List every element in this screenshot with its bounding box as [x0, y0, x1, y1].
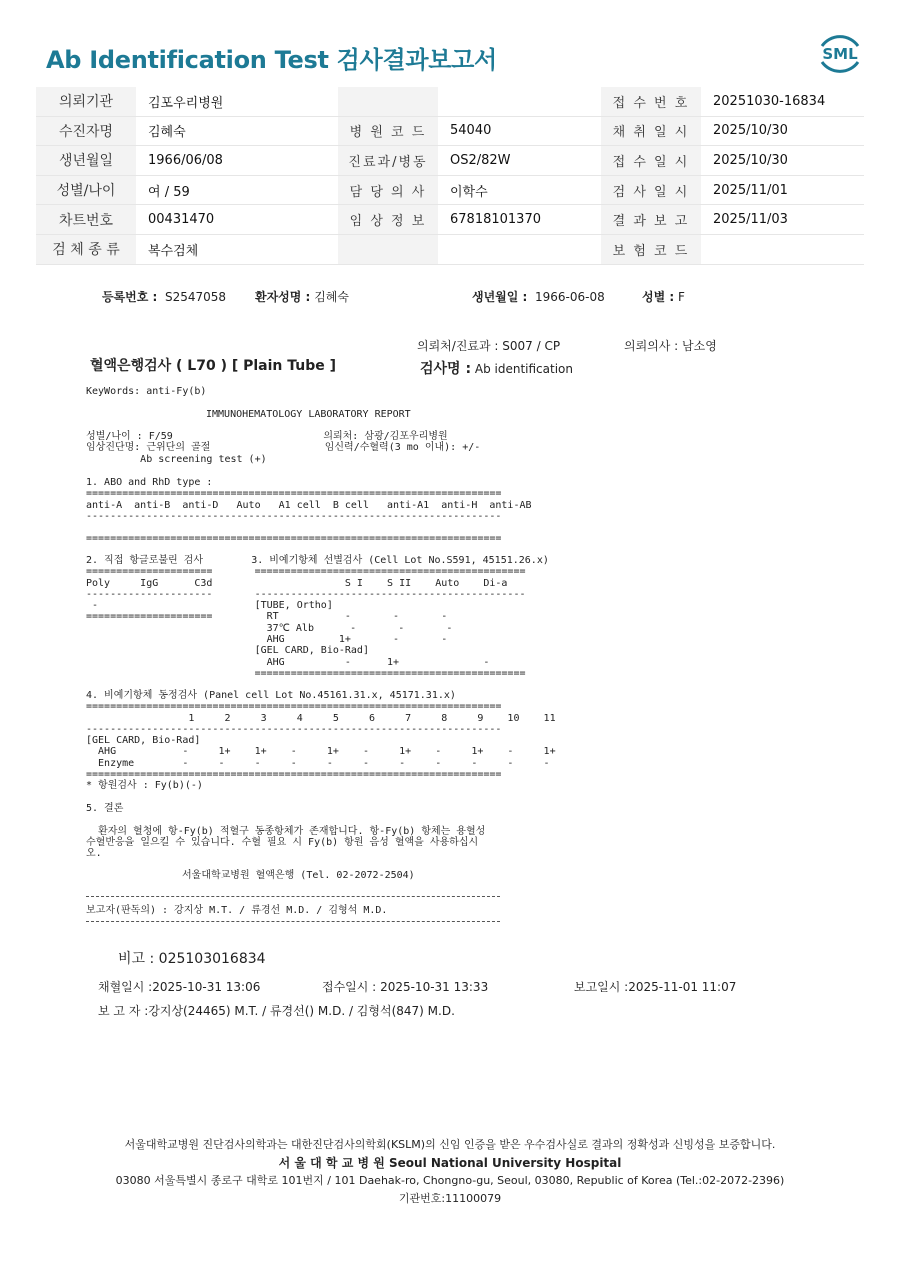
info-label: 생년월일	[36, 146, 136, 176]
info-label: 병 원 코 드	[338, 116, 438, 146]
hospital-name: 서 울 대 학 교 병 원 Seoul National University Hospital	[278, 1156, 622, 1170]
lab-report-heading: IMMUNOHEMATOLOGY LABORATORY REPORT	[206, 409, 411, 420]
reporters: 보 고 자 :강지상(24465) M.T. / 류경선() M.D. / 김형석(847) M.D.	[98, 1004, 455, 1018]
info-row	[36, 87, 864, 116]
patient-dob: 생년월일 : 1966-06-08	[472, 290, 605, 304]
info-label	[338, 234, 438, 264]
info-label: 보 험 코 드	[601, 234, 701, 264]
test-group: 혈액은행검사 ( L70 ) [ Plain Tube ]	[90, 358, 337, 374]
logo-text: SML	[822, 45, 858, 63]
info-label: 접 수 일 시	[601, 146, 701, 176]
info-row	[36, 116, 864, 146]
info-label: 차트번호	[36, 205, 136, 235]
patient-name: 환자성명 : 김혜숙	[255, 290, 349, 304]
test-name: 검사명 : Ab identification	[420, 361, 573, 377]
info-row	[36, 146, 864, 176]
info-value: 2025/10/30	[701, 146, 864, 176]
info-value	[438, 87, 601, 116]
info-value: 1966/06/08	[136, 146, 338, 176]
info-label: 담 당 의 사	[338, 175, 438, 205]
receive-time: 접수일시 : 2025-10-31 13:33	[322, 980, 489, 994]
info-row	[36, 175, 864, 205]
info-label: 성별/나이	[36, 175, 136, 205]
abo-rhd-section: 1. ABO and RhD type : ===================================================================== anti-A anti-B anti-D Auto A1 cell B cell anti-A1 anti-H anti-AB --------------------------------------------------------------------- =====================================================================	[86, 477, 532, 545]
certification-text: 서울대학교병원 진단검사의학과는 대한진단검사의학회(KSLM)의 신임 인증을 받은 우수검사실로 결과의 정확성과 신빙성을 보증합니다.	[124, 1138, 776, 1151]
scanned-report	[80, 278, 840, 1058]
sml-logo	[812, 28, 868, 78]
reporter-line: 보고자(판독의) : 강지상 M.T. / 류경선 M.D. / 김형석 M.D.	[86, 905, 388, 916]
info-value: 김혜숙	[136, 116, 338, 146]
info-label: 접 수 번 호	[601, 87, 701, 116]
patient-block: 성별/나이 : F/59 의뢰처: 삼광/김포우리병원 임상진단명: 근위단의 골절 임신력/수혈력(3 mo 이내): +/- Ab screening test (+)	[86, 431, 481, 465]
info-label: 결 과 보 고	[601, 205, 701, 235]
info-value: 김포우리병원	[136, 87, 338, 116]
hospital-address: 03080 서울특별시 종로구 대학로 101번지 / 101 Daehak-ro, Chongno-gu, Seoul, 03080, Republic of Korea (Tel.:02-2072-2396)	[115, 1174, 785, 1187]
info-value: 67818101370	[438, 205, 601, 235]
info-value: 00431470	[136, 205, 338, 235]
info-label: 진료과/병동	[338, 146, 438, 176]
info-row	[36, 234, 864, 264]
info-label: 임 상 정 보	[338, 205, 438, 235]
blood-bank-contact: 서울대학교병원 혈액은행 (Tel. 02-2072-2504)	[182, 870, 415, 881]
remark: 비고 : 025103016834	[118, 951, 266, 967]
ordering-doctor: 의뢰의사 : 남소영	[624, 339, 717, 353]
info-value: 2025/11/03	[701, 205, 864, 235]
info-value: 여 / 59	[136, 175, 338, 205]
info-label: 수진자명	[36, 116, 136, 146]
report-title: Ab Identification Test 검사결과보고서	[46, 46, 497, 74]
info-value: OS2/82W	[438, 146, 601, 176]
info-value: 20251030-16834	[701, 87, 864, 116]
collection-time: 채혈일시 :2025-10-31 13:06	[98, 980, 261, 994]
department: 의뢰처/진료과 : S007 / CP	[417, 339, 561, 353]
info-value	[438, 234, 601, 264]
info-value: 2025/10/30	[701, 116, 864, 146]
patient-sex: 성별 : F	[642, 290, 685, 304]
institution-code: 기관번호:11100079	[398, 1192, 502, 1205]
divider	[86, 896, 500, 897]
keywords: KeyWords: anti-Fy(b)	[86, 386, 207, 397]
patient-info-table	[36, 87, 864, 265]
info-row	[36, 205, 864, 235]
info-label: 검 사 일 시	[601, 175, 701, 205]
registration-number: 등록번호 : S2547058	[102, 290, 227, 304]
info-value: 이학수	[438, 175, 601, 205]
dat-screening-section: 2. 직접 항글로불린 검사 3. 비예기항체 선별검사 (Cell Lot No.S591, 45151.26.x) ===================== ============================================= Poly IgG C3d S I S II Auto Di-a --------------------- --------------------------------------------- - [TUBE, Ortho] ===================== RT - - - 37℃ Alb - - - AHG 1+ - - [GEL CARD, Bio-Rad] AHG - 1+ - =============================================	[86, 555, 549, 679]
divider	[86, 921, 500, 922]
info-label: 채 취 일 시	[601, 116, 701, 146]
info-value: 복수검체	[136, 234, 338, 264]
info-label: 검 체 종 류	[36, 234, 136, 264]
info-value: 2025/11/01	[701, 175, 864, 205]
report-time: 보고일시 :2025-11-01 11:07	[574, 980, 737, 994]
info-value	[701, 234, 864, 264]
panel-identification-section: 4. 비예기항체 동정검사 (Panel cell Lot No.45161.31.x, 45171.31.x) ===================================================================== 1 2 3 4 5 6 7 8 9 10 11 --------------------------------------------------------------------- [GEL CARD, Bio-Rad] AHG - 1+ 1+ - 1+ - 1+ - 1+ - 1+ Enzyme - - - - - - - - - - - ===================================================================== * 항원검사 : Fy(b)(-)	[86, 690, 556, 792]
info-label	[338, 87, 438, 116]
info-value: 54040	[438, 116, 601, 146]
info-label: 의뢰기관	[36, 87, 136, 116]
conclusion-section: 5. 결론 환자의 혈청에 항-Fy(b) 적혈구 동종항체가 존재합니다. 항-Fy(b) 항체는 용혈성 수혈반응을 일으킬 수 있습니다. 수혈 필요 시 Fy(b) 항원 음성 혈액을 사용하십시 오.	[86, 803, 486, 860]
